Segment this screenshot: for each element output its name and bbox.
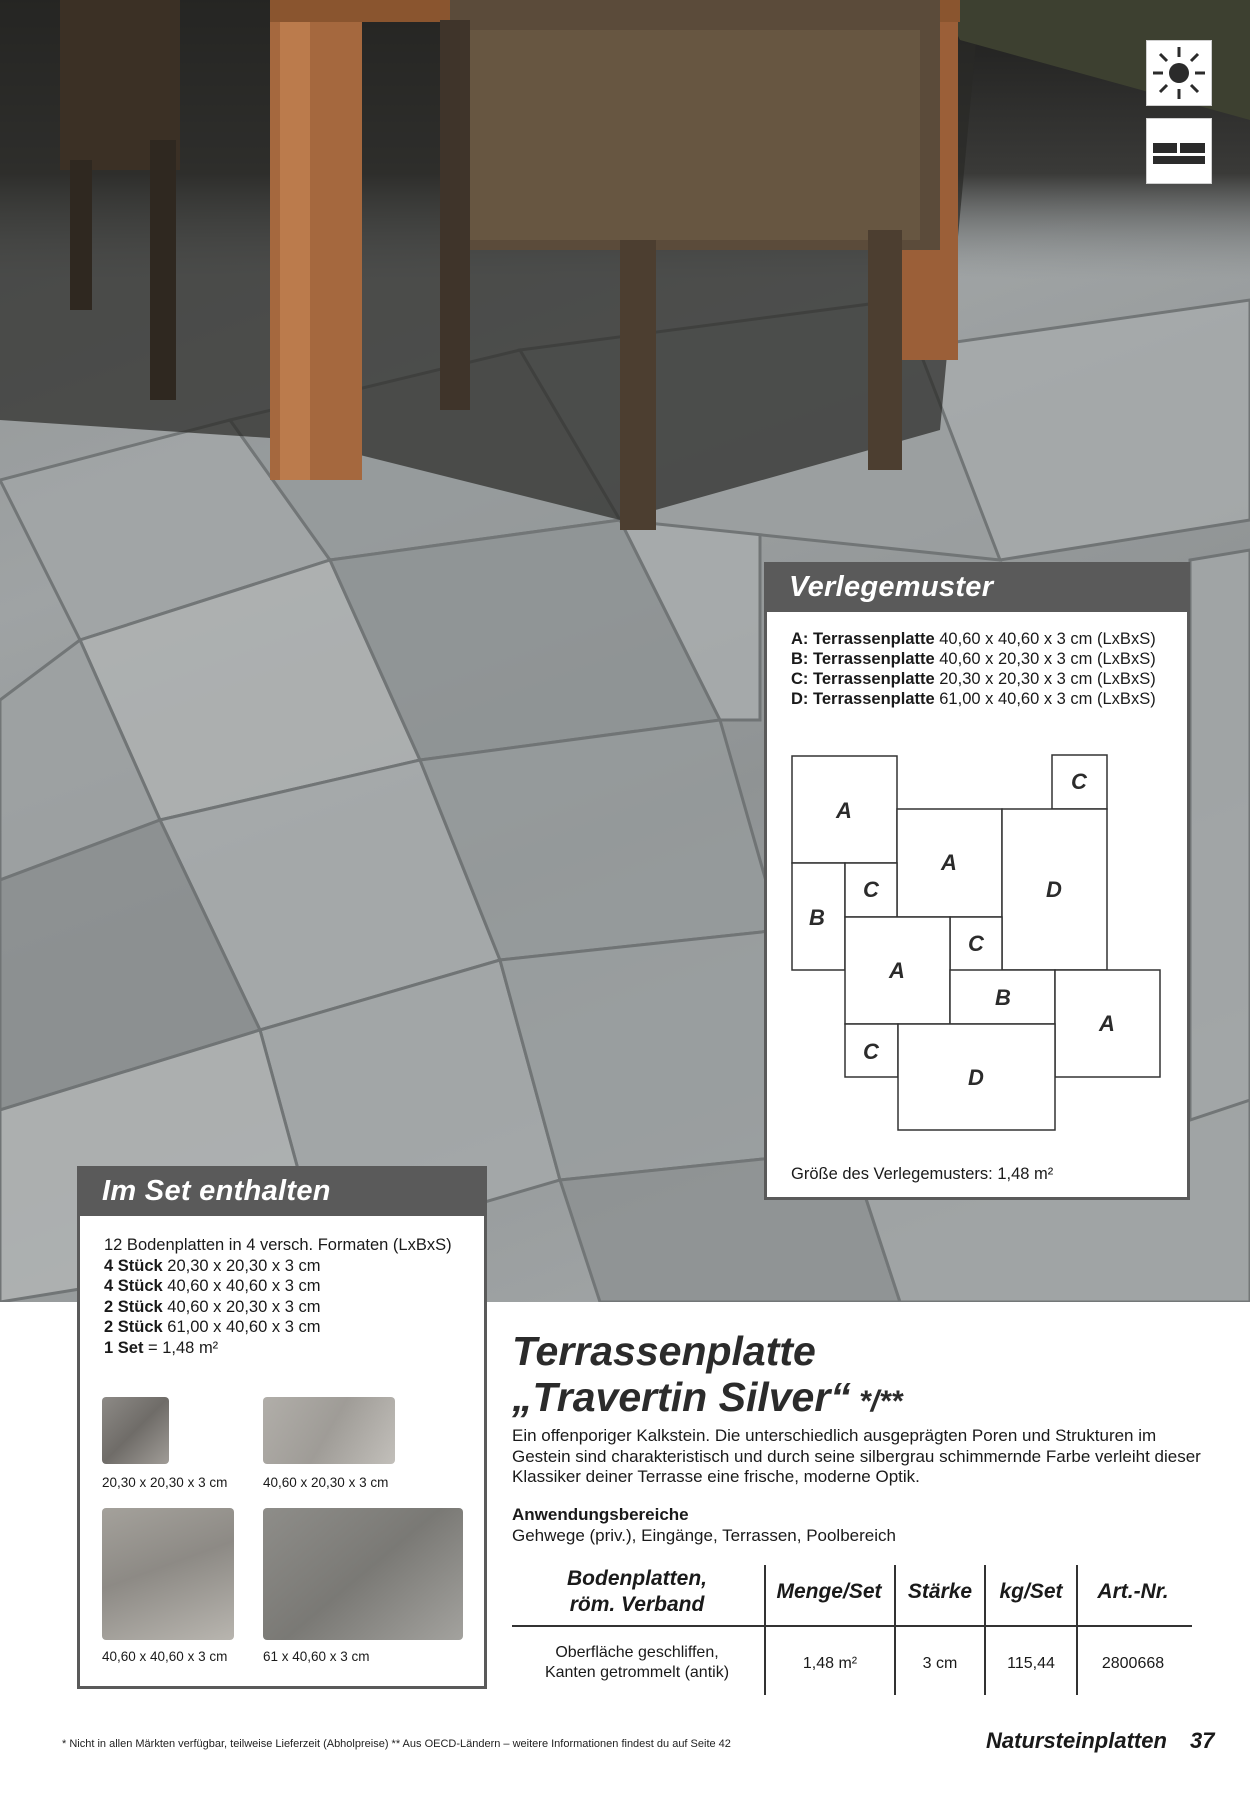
set-contents-list	[104, 1235, 452, 1358]
set-item-size: 40,60 x 40,60 x 3 cm	[162, 1277, 321, 1295]
product-title	[512, 1328, 903, 1425]
tile-letter: C	[1071, 769, 1087, 794]
set-item-size: 20,30 x 20,30 x 3 cm	[162, 1256, 321, 1275]
table-header-rule	[512, 1625, 1192, 1627]
tile-letter: B	[995, 985, 1011, 1010]
cell-line: Oberfläche geschliffen,	[555, 1644, 719, 1661]
usage-text: Gehwege (priv.), Eingänge, Terrassen, Poolbereich	[512, 1526, 896, 1545]
table-divider	[1076, 1565, 1078, 1695]
set-item	[104, 1256, 452, 1277]
set-item-qty: 2 Stück	[104, 1318, 163, 1336]
set-item-size: 40,60 x 20,30 x 3 cm	[162, 1297, 321, 1316]
tile-code: A: Terrassenplatte	[791, 630, 935, 648]
set-item-qty: 2 Stück	[104, 1297, 163, 1316]
set-contents-title: Im Set enthalten	[80, 1169, 484, 1216]
table-header-kg: kg/Set	[999, 1580, 1063, 1603]
tile-sample-label: 40,60 x 40,60 x 3 cm	[102, 1649, 228, 1664]
tile-sample-label: 40,60 x 20,30 x 3 cm	[263, 1475, 389, 1490]
set-item-size: = 1,48 m²	[143, 1338, 219, 1357]
tile-letter: A	[941, 850, 957, 875]
paving-stones-icon	[1146, 118, 1212, 184]
set-item	[104, 1317, 452, 1338]
tile-letter: A	[889, 958, 905, 983]
tile-size: 40,60 x 20,30 x 3 cm (LxBxS)	[934, 650, 1156, 668]
tile-letter: C	[863, 877, 879, 902]
tile-sample-image	[102, 1508, 234, 1640]
set-item	[104, 1338, 452, 1359]
tile-letter: A	[836, 798, 852, 823]
sun-icon	[1146, 40, 1212, 106]
tile-code: C: Terrassenplatte	[791, 670, 935, 688]
laying-pattern-box	[764, 562, 1190, 1200]
tile-size: 20,30 x 20,30 x 3 cm (LxBxS)	[934, 670, 1156, 688]
tile-sample-image	[102, 1397, 169, 1464]
tile-letter: B	[809, 905, 825, 930]
usage-heading: Anwendungsbereiche	[512, 1505, 689, 1524]
tile-sample-label: 61 x 40,60 x 3 cm	[263, 1649, 370, 1664]
tile-letter: D	[1046, 877, 1062, 902]
set-item	[104, 1276, 452, 1297]
product-title-line2-wrap	[512, 1374, 903, 1425]
set-contents-box	[77, 1166, 487, 1689]
table-cell-artnr: 2800668	[1101, 1655, 1165, 1672]
page-number: 37	[1190, 1728, 1215, 1753]
tile-code: D: Terrassenplatte	[791, 690, 935, 708]
tile-letter: C	[863, 1039, 879, 1064]
tile-letter: C	[968, 931, 984, 956]
tile-letter: A	[1099, 1011, 1115, 1036]
tile-letter: D	[968, 1065, 984, 1090]
tile-size: 61,00 x 40,60 x 3 cm (LxBxS)	[934, 690, 1156, 708]
product-title-line1: Terrassenplatte	[512, 1328, 816, 1374]
tile-code: B: Terrassenplatte	[791, 650, 935, 668]
pattern-size-note: Größe des Verlegemusters: 1,48 m²	[791, 1165, 1054, 1183]
table-cell-menge: 1,48 m²	[802, 1655, 858, 1672]
table-header-menge: Menge/Set	[776, 1580, 882, 1603]
set-item-qty: 1 Set	[104, 1338, 144, 1357]
header-line: röm. Verband	[569, 1593, 705, 1616]
set-intro: 12 Bodenplatten in 4 versch. Formaten (LxBxS)	[104, 1236, 452, 1254]
tile-sample-image	[263, 1508, 463, 1640]
footnote: * Nicht in allen Märkten verfügbar, teilweise Lieferzeit (Abholpreise) ** Aus OECD-Ländern – weitere Informationen findest du auf Seite 42	[62, 1738, 731, 1750]
table-divider	[764, 1565, 766, 1695]
tile-size: 40,60 x 40,60 x 3 cm (LxBxS)	[934, 630, 1156, 648]
table-divider	[894, 1565, 896, 1695]
laying-pattern-diagram	[767, 565, 1187, 1165]
table-header-staerke: Stärke	[907, 1580, 973, 1603]
product-title-line2: „Travertin Silver“	[512, 1374, 851, 1420]
table-header-artnr: Art.-Nr.	[1097, 1580, 1169, 1603]
footer-category: Natursteinplatten	[986, 1728, 1167, 1753]
set-item	[104, 1297, 452, 1318]
table-header-product	[512, 1566, 762, 1618]
set-item-qty: 4 Stück	[104, 1277, 163, 1295]
table-cell-staerke: 3 cm	[922, 1655, 958, 1672]
set-item-size: 61,00 x 40,60 x 3 cm	[162, 1318, 321, 1336]
table-cell-kg: 115,44	[1007, 1655, 1055, 1672]
laying-pattern-title: Verlegemuster	[767, 565, 1187, 612]
tile-sample-image	[263, 1397, 395, 1464]
table-cell-desc	[512, 1643, 762, 1683]
product-description: Ein offenporiger Kalkstein. Die unterschiedlich ausgeprägten Poren und Strukturen im Gestein sind charakteristisch und durch seine silbergrau schimmernde Farbe verleiht dieser Klassiker deiner Terrasse eine frische, moderne Optik.	[512, 1426, 1201, 1486]
header-line: Bodenplatten,	[567, 1567, 707, 1590]
tile-sample-label: 20,30 x 20,30 x 3 cm	[102, 1475, 228, 1490]
set-item-qty: 4 Stück	[104, 1256, 163, 1275]
cell-line: Kanten getrommelt (antik)	[544, 1664, 730, 1681]
product-title-mark: */**	[850, 1385, 903, 1418]
table-divider	[984, 1565, 986, 1695]
